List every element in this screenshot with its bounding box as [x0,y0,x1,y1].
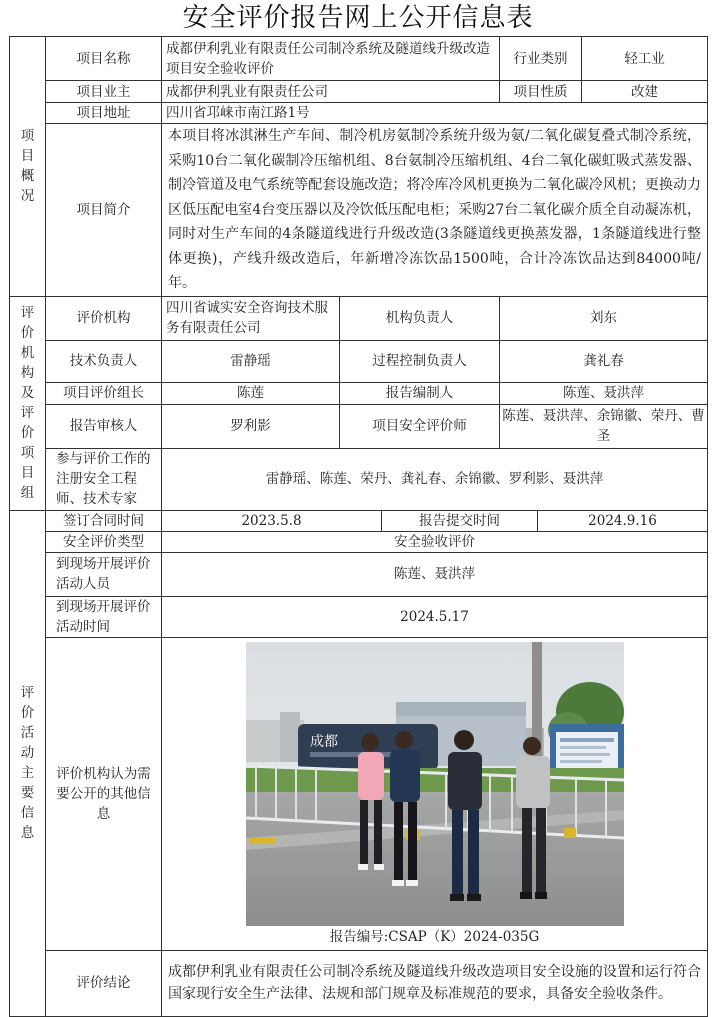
report-reviewer-label: 报告审核人 [46,404,162,448]
report-reviewer: 罗利影 [162,404,340,448]
tech-lead-label: 技术负责人 [46,340,162,382]
project-nature: 改建 [582,81,708,103]
project-intro-label: 项目简介 [46,124,162,297]
report-number: 报告编号:CSAP（K）2024-035G [329,928,540,945]
project-owner: 成都伊利乳业有限责任公司 [162,81,500,103]
agency-name: 四川省诚实安全咨询技术服务有限责任公司 [162,296,340,340]
onsite-personnel: 陈莲、聂洪萍 [162,552,708,596]
submit-date-label: 报告提交时间 [382,510,538,531]
agency-head-label: 机构负责人 [340,296,500,340]
info-table [9,36,708,1017]
team-leader: 陈莲 [162,382,340,404]
team-leader-label: 项目评价组长 [46,382,162,404]
project-intro: 本项目将冰淇淋生产车间、制冷机房氨制冷系统升级为氨/二氧化碳复叠式制冷系统，采购10台二氧化碳制冷压缩机组、8台氨制冷压缩机组、4台二氧化碳虹吸式蒸发器、制冷管道及电气系统等配套设施改造；将冷库冷风机更换为二氧化碳冷风机；更换动力区低压配电室4台变压器以及冷饮低压配电柜；采购27台二氧化碳介质全自动凝冻机，同时对生产车间的4条隧道线进行升级改造(3条隧道线更换蒸发器，1条隧道线进行整体更换)，产线升级改造后，年新增冷冻饮品1500吨，合计冷冻饮品达到84000吨/年。 [162,124,708,297]
onsite-time: 2024.5.17 [162,596,708,637]
process-control-label: 过程控制负责人 [340,340,500,382]
evaluation-type: 安全验收评价 [162,531,708,552]
section-project-overview: 项目概况 [10,37,46,297]
contract-date: 2023.5.8 [162,510,382,531]
other-info-cell [162,637,708,950]
safety-evaluator-label: 项目安全评价师 [340,404,500,448]
other-info-label: 评价机构认为需要公开的其他信息 [46,637,162,950]
industry-value: 轻工业 [582,37,708,81]
sign-text: 成都 [309,733,338,750]
project-address-label: 项目地址 [46,103,162,124]
tech-lead: 雷静瑶 [162,340,340,382]
report-writer-label: 报告编制人 [340,382,500,404]
project-address: 四川省邛崃市南江路1号 [162,103,708,124]
industry-label: 行业类别 [500,37,582,81]
agency-label: 评价机构 [46,296,162,340]
project-owner-label: 项目业主 [46,81,162,103]
process-control: 龚礼春 [500,340,708,382]
conclusion: 成都伊利乳业有限责任公司制冷系统及隧道线升级改造项目安全设施的设置和运行符合国家现行安全生产法律、法规和部门规章及标准规范的要求，具备安全验收条件。 [162,950,708,1016]
safety-evaluators: 陈莲、聂洪萍、余锦徽、荣丹、曹圣 [500,404,708,448]
conclusion-label: 评价结论 [46,950,162,1016]
site-photo [246,642,624,926]
submit-date: 2024.9.16 [538,510,708,531]
page-title: 安全评价报告网上公开信息表 [182,3,534,33]
onsite-time-label: 到现场开展评价活动时间 [46,596,162,637]
onsite-personnel-label: 到现场开展评价活动人员 [46,552,162,596]
contract-date-label: 签订合同时间 [46,510,162,531]
participants: 雷静瑶、陈莲、荣丹、龚礼春、余锦徽、罗利影、聂洪萍 [162,448,708,510]
project-nature-label: 项目性质 [500,81,582,103]
section-activity-info: 评价活动主要信息 [10,510,46,1016]
project-name: 成都伊利乳业有限责任公司制冷系统及隧道线升级改造项目安全验收评价 [162,37,500,81]
evaluation-type-label: 安全评价类型 [46,531,162,552]
project-name-label: 项目名称 [46,37,162,81]
section-agency-team: 评价机构及评价项目组 [10,296,46,510]
report-writer: 陈莲、聂洪萍 [500,382,708,404]
participants-label: 参与评价工作的注册安全工程师、技术专家 [46,448,162,510]
agency-head: 刘东 [500,296,708,340]
